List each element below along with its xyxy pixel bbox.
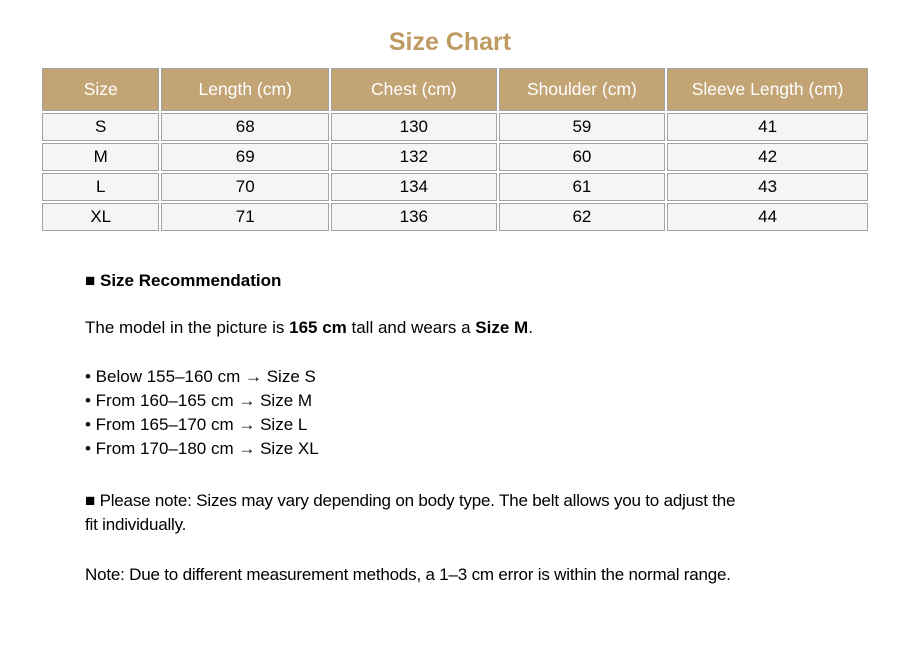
measurement-error-note: Note: Due to different measurement methods, a 1–3 cm error is within the normal range. <box>85 565 731 584</box>
cell-shoulder: 60 <box>499 143 666 171</box>
header-length: Length (cm) <box>161 68 329 111</box>
cell-size: M <box>42 143 159 171</box>
cell-shoulder: 62 <box>499 203 666 231</box>
table-row-l <box>42 173 868 201</box>
list-item-size-l: • From 165–170 cm → Size L <box>85 415 308 434</box>
table-row-s <box>42 113 868 141</box>
size-recommendation-list <box>85 365 815 461</box>
cell-length: 69 <box>161 143 329 171</box>
size-table <box>40 66 870 233</box>
list-item-size-m: • From 160–165 cm → Size M <box>85 391 313 410</box>
cell-size: S <box>42 113 159 141</box>
body-type-note <box>85 489 815 537</box>
table-row-m <box>42 143 868 171</box>
body-copy <box>85 271 815 587</box>
header-size: Size <box>42 68 159 111</box>
cell-chest: 136 <box>331 203 497 231</box>
model-height-sentence: The model in the picture is 165 cm tall and wears a Size M. <box>85 318 533 337</box>
size-table-header-row <box>42 68 868 111</box>
list-item-size-xl: • From 170–180 cm → Size XL <box>85 439 319 458</box>
header-chest: Chest (cm) <box>331 68 497 111</box>
page-title: Size Chart <box>388 28 512 56</box>
header-shoulder: Shoulder (cm) <box>499 68 666 111</box>
cell-sleeve: 44 <box>667 203 868 231</box>
cell-length: 70 <box>161 173 329 201</box>
cell-shoulder: 59 <box>499 113 666 141</box>
size-recommendation-heading: ■ Size Recommendation <box>85 271 282 290</box>
body-type-note-line1: ■ Please note: Sizes may vary depending on body type. The belt allows you to adjust the <box>85 491 736 510</box>
cell-length: 68 <box>161 113 329 141</box>
list-item-size-s: • Below 155–160 cm → Size S <box>85 367 316 386</box>
cell-chest: 134 <box>331 173 497 201</box>
cell-shoulder: 61 <box>499 173 666 201</box>
cell-chest: 130 <box>331 113 497 141</box>
cell-size: XL <box>42 203 159 231</box>
size-chart-page <box>0 28 900 587</box>
cell-sleeve: 42 <box>667 143 868 171</box>
cell-chest: 132 <box>331 143 497 171</box>
cell-size: L <box>42 173 159 201</box>
cell-sleeve: 43 <box>667 173 868 201</box>
body-type-note-line2: fit individually. <box>85 515 187 534</box>
header-sleeve-length: Sleeve Length (cm) <box>667 68 868 111</box>
cell-sleeve: 41 <box>667 113 868 141</box>
table-row-xl <box>42 203 868 231</box>
cell-length: 71 <box>161 203 329 231</box>
